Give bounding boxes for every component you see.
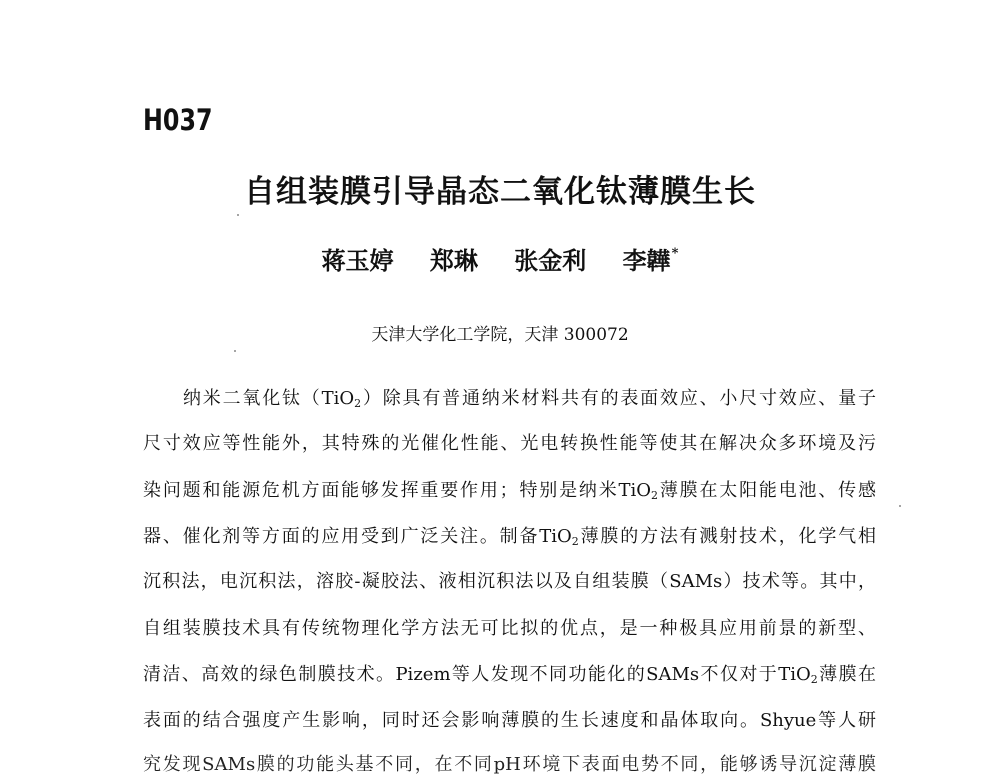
author-2: 郑琳 <box>429 246 478 275</box>
body-line-1 <box>183 384 876 410</box>
abstract-code: H037 <box>143 103 213 137</box>
body-text: 纳米二氧化钛（TiO <box>183 388 355 409</box>
body-text: 薄膜的方法有溅射技术，化学气相 <box>578 526 876 547</box>
author-list <box>0 241 1000 276</box>
subscript: 2 <box>354 397 362 410</box>
scan-speck <box>234 350 236 352</box>
paper-title: 自组装膜引导晶态二氧化钛薄膜生长 <box>244 174 756 210</box>
subscript: 2 <box>810 673 818 686</box>
author-4-name: 李韡 <box>622 246 671 275</box>
scan-speck <box>899 505 901 507</box>
body-line-4 <box>143 522 876 548</box>
body-text: 薄膜在 <box>817 664 877 685</box>
body-line-6: 自组装膜技术具有传统物理化学方法无可比拟的优点，是一种极具应用前景的新型、 <box>143 618 876 639</box>
body-line-5: 沉积法，电沉积法，溶胶-凝胶法、液相沉积法以及自组装膜（SAMs）技术等。其中， <box>143 571 876 592</box>
body-text: 清洁、高效的绿色制膜技术。Pizem等人发现不同功能化的SAMs不仅对于TiO <box>143 664 811 685</box>
author-3: 张金利 <box>514 246 587 275</box>
subscript: 2 <box>571 535 579 548</box>
body-text: 器、催化剂等方面的应用受到广泛关注。制备TiO <box>143 526 572 547</box>
body-line-8: 表面的结合强度产生影响，同时还会影响薄膜的生长速度和晶体取向。Shyue等人研 <box>143 710 876 731</box>
body-text: 染问题和能源危机方面能够发挥重要作用；特别是纳米TiO <box>143 480 652 501</box>
author-1: 蒋玉婷 <box>321 246 394 275</box>
subscript: 2 <box>651 489 659 502</box>
scan-speck <box>237 214 239 216</box>
affiliation: 天津大学化工学院，天津 300072 <box>371 325 629 345</box>
body-line-7 <box>143 660 876 686</box>
body-text: 薄膜在太阳能电池、传感 <box>658 480 876 501</box>
author-4 <box>623 241 679 276</box>
body-text: ）除具有普通纳米材料共有的表面效应、小尺寸效应、量子 <box>361 388 876 409</box>
body-line-9: 究发现SAMs膜的功能头基不同，在不同pH环境下表面电势不同，能够诱导沉淀薄膜 <box>143 754 876 775</box>
body-line-2: 尺寸效应等性能外，其特殊的光催化性能、光电转换性能等使其在解决众多环境及污 <box>143 433 876 454</box>
corresponding-author-mark: * <box>671 246 679 261</box>
body-line-3 <box>143 476 876 502</box>
